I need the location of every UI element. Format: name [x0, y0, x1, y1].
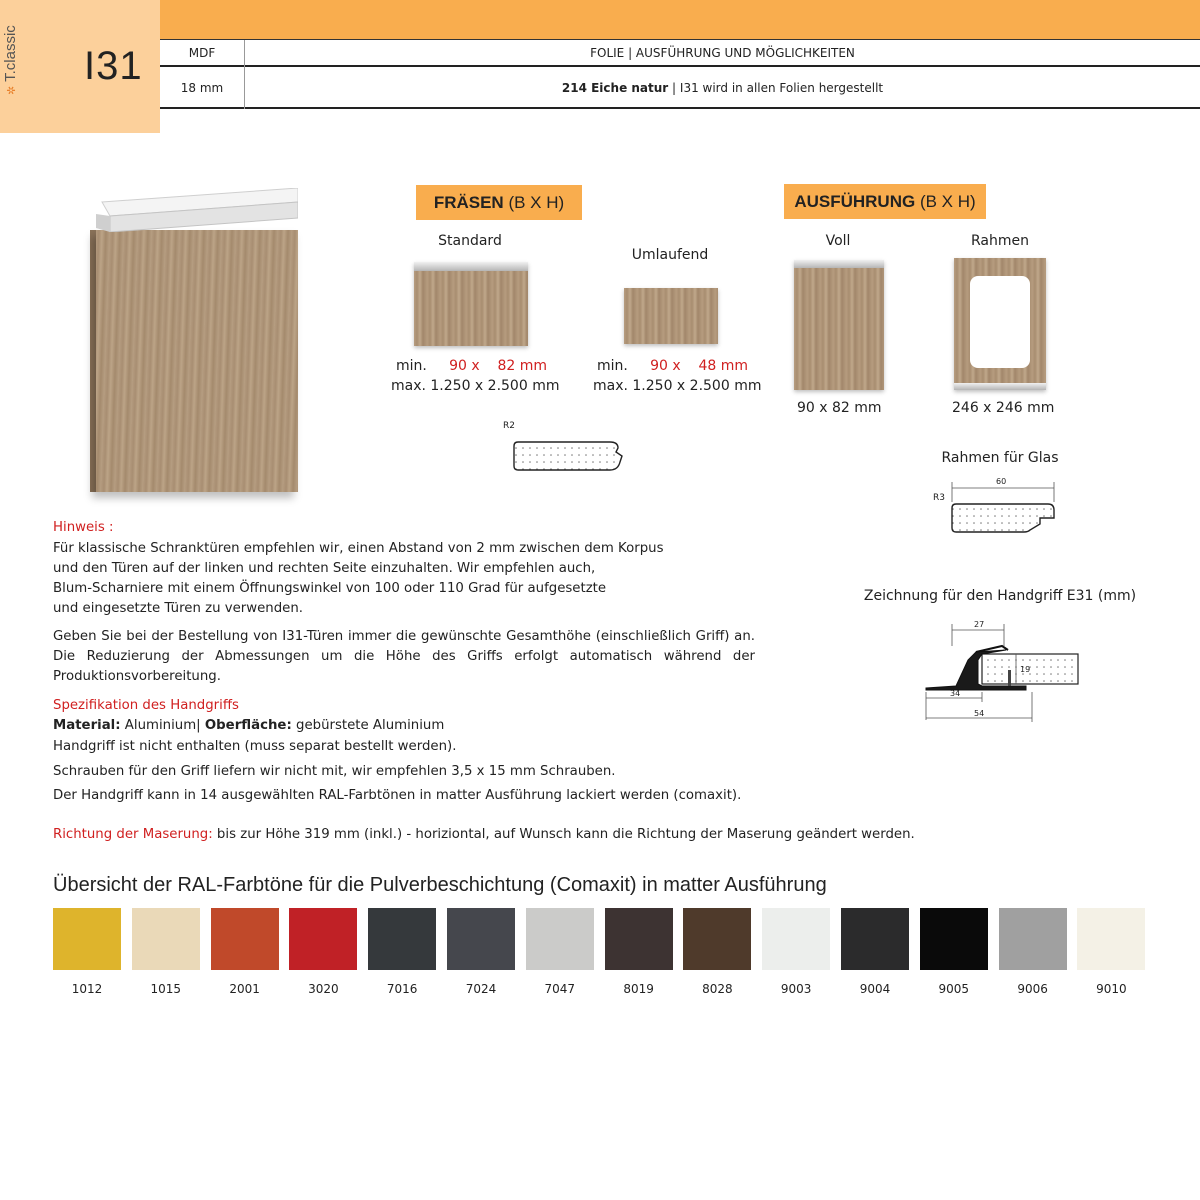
spezifikation-line-3: Schrauben für den Griff liefern wir nicht mit, wir empfehlen 3,5 x 15 mm Schrauben.: [53, 764, 616, 779]
ral-code-9006: 9006: [1017, 982, 1048, 996]
spezifikation-line-2: Handgriff ist nicht enthalten (muss separat bestellt werden).: [53, 739, 457, 754]
rahmen-handle: [954, 383, 1046, 390]
hinweis-line-3: Blum-Scharniere mit einem Öffnungswinkel von 100 oder 110 Grad für aufgesetzte: [53, 581, 607, 596]
dim-27: 27: [974, 620, 985, 629]
ral-code-7016: 7016: [386, 982, 418, 996]
ral-code-9005: 9005: [938, 982, 970, 996]
product-code: I31: [84, 44, 143, 88]
hinweis-line-1: Für klassische Schranktüren empfehlen wir, einen Abstand von 2 mm zwischen dem Korpus: [53, 541, 664, 556]
voll-size: 90 x 82 mm: [797, 400, 882, 416]
ral-swatch-9003: [762, 908, 830, 970]
folie-description: [245, 81, 1200, 95]
handgriff-drawing: [916, 616, 1086, 726]
ral-code-9004: 9004: [859, 982, 891, 996]
r2-profile-drawing: [500, 418, 630, 480]
r3-label: R3: [933, 493, 945, 503]
standard-sample: [414, 262, 528, 346]
dim-19: 19: [1020, 665, 1031, 674]
dim-34: 34: [950, 689, 961, 698]
folie-note: | I31 wird in allen Folien hergestellt: [668, 81, 884, 95]
ral-swatch-9005: [920, 908, 988, 970]
ral-swatch-9004: [841, 908, 909, 970]
fraesen-label: FRÄSEN (B X H): [416, 185, 582, 220]
hinweis-line-2: und den Türen auf der linken und rechten Seite einzuhalten. Wir empfehlen auch,: [53, 561, 596, 576]
ral-swatch-8028: [683, 908, 751, 970]
ral-code-3020: 3020: [308, 982, 339, 996]
rahmen-size: 246 x 246 mm: [952, 400, 1055, 416]
ral-code-8019: 8019: [623, 982, 654, 996]
rahmen-glas-drawing: [930, 472, 1070, 542]
door-product-image: [82, 182, 312, 512]
voll-handle: [794, 260, 884, 268]
voll-title: Voll: [825, 233, 851, 249]
ral-title: Übersicht der RAL-Farbtöne für die Pulverbeschichtung (Comaxit) in matter Ausführung: [53, 874, 827, 896]
ral-code-1015: 1015: [150, 982, 182, 996]
ral-swatch-7016: [368, 908, 436, 970]
umlaufend-title: Umlaufend: [631, 247, 709, 263]
ral-swatch-1012: [53, 908, 121, 970]
ral-code-7024: 7024: [465, 982, 497, 996]
standard-min: min. 90 x 82 mm: [396, 358, 548, 374]
hinweis-paragraph-2: Geben Sie bei der Bestellung von I31-Türen immer die gewünschte Gesamthöhe (einschließlich Griff) an. Die Reduzierung der Abmessungen um die Höhe des Griffs erfolgt automatisch während der Produktionsvorbereitung.: [53, 629, 755, 684]
standard-handle: [414, 262, 528, 271]
spezifikation-material: Material: Aluminium| Oberfläche: gebürstete Aluminium: [53, 718, 445, 733]
ral-swatches: [53, 908, 1153, 1008]
umlaufend-max: max. 1.250 x 2.500 mm: [593, 378, 762, 394]
header-row-values: [160, 67, 1200, 109]
umlaufend-sample: [624, 288, 718, 344]
standard-title: Standard: [438, 233, 502, 249]
header-bar: [160, 0, 1200, 40]
col-folie-title: FOLIE | AUSFÜHRUNG UND MÖGLICHKEITEN: [590, 46, 855, 60]
ral-swatch-8019: [605, 908, 673, 970]
ral-code-2001: 2001: [229, 982, 260, 996]
ral-code-8028: 8028: [702, 982, 733, 996]
umlaufend-min: min. 90 x 48 mm: [597, 358, 749, 374]
maserung-line: Richtung der Maserung: bis zur Höhe 319 mm (inkl.) - horiziontal, auf Wunsch kann die Richtung der Maserung geändert werden.: [53, 827, 915, 842]
handgriff-title: Zeichnung für den Handgriff E31 (mm): [863, 588, 1137, 604]
hinweis-title: Hinweis :: [53, 520, 114, 535]
ral-swatch-9006: [999, 908, 1067, 970]
ral-swatch-7024: [447, 908, 515, 970]
door-face: [96, 230, 298, 492]
rahmen-sample: [954, 258, 1046, 390]
r2-label: R2: [503, 421, 515, 431]
ausfuehrung-label: AUSFÜHRUNG (B X H): [784, 184, 986, 219]
header-brand-panel: [0, 0, 160, 133]
col-mdf-title: MDF: [188, 46, 216, 60]
ral-swatch-7047: [526, 908, 594, 970]
header-table: [160, 40, 1200, 110]
standard-max: max. 1.250 x 2.500 mm: [391, 378, 560, 394]
folie-name: 214 Eiche natur: [561, 81, 669, 95]
dim-54: 54: [974, 709, 985, 718]
ral-swatch-1015: [132, 908, 200, 970]
rahmen-glass-opening: [970, 276, 1030, 368]
table-divider: [244, 40, 245, 109]
thickness-value: 18 mm: [180, 81, 224, 95]
ral-swatch-2001: [211, 908, 279, 970]
ral-code-1012: 1012: [71, 982, 103, 996]
spezifikation-title: Spezifikation des Handgriffs: [53, 698, 239, 713]
brand-logo: ✲ T.classic: [2, 25, 19, 95]
rahmen-glas-title: Rahmen für Glas: [941, 450, 1059, 466]
voll-sample: [794, 260, 884, 390]
door-handle-profile: [92, 188, 298, 232]
ral-swatch-9010: [1077, 908, 1145, 970]
rahmen-glas-width: 60: [996, 477, 1007, 486]
ral-code-7047: 7047: [544, 982, 576, 996]
header-row-titles: [160, 40, 1200, 67]
rahmen-title: Rahmen: [971, 233, 1029, 249]
ral-code-9010: 9010: [1096, 982, 1127, 996]
spezifikation-line-4: Der Handgriff kann in 14 ausgewählten RAL-Farbtönen in matter Ausführung lackiert werden (comaxit).: [53, 788, 742, 803]
ral-swatch-3020: [289, 908, 357, 970]
ral-code-9003: 9003: [780, 982, 812, 996]
hinweis-line-4: und eingesetzte Türen zu verwenden.: [53, 601, 304, 616]
